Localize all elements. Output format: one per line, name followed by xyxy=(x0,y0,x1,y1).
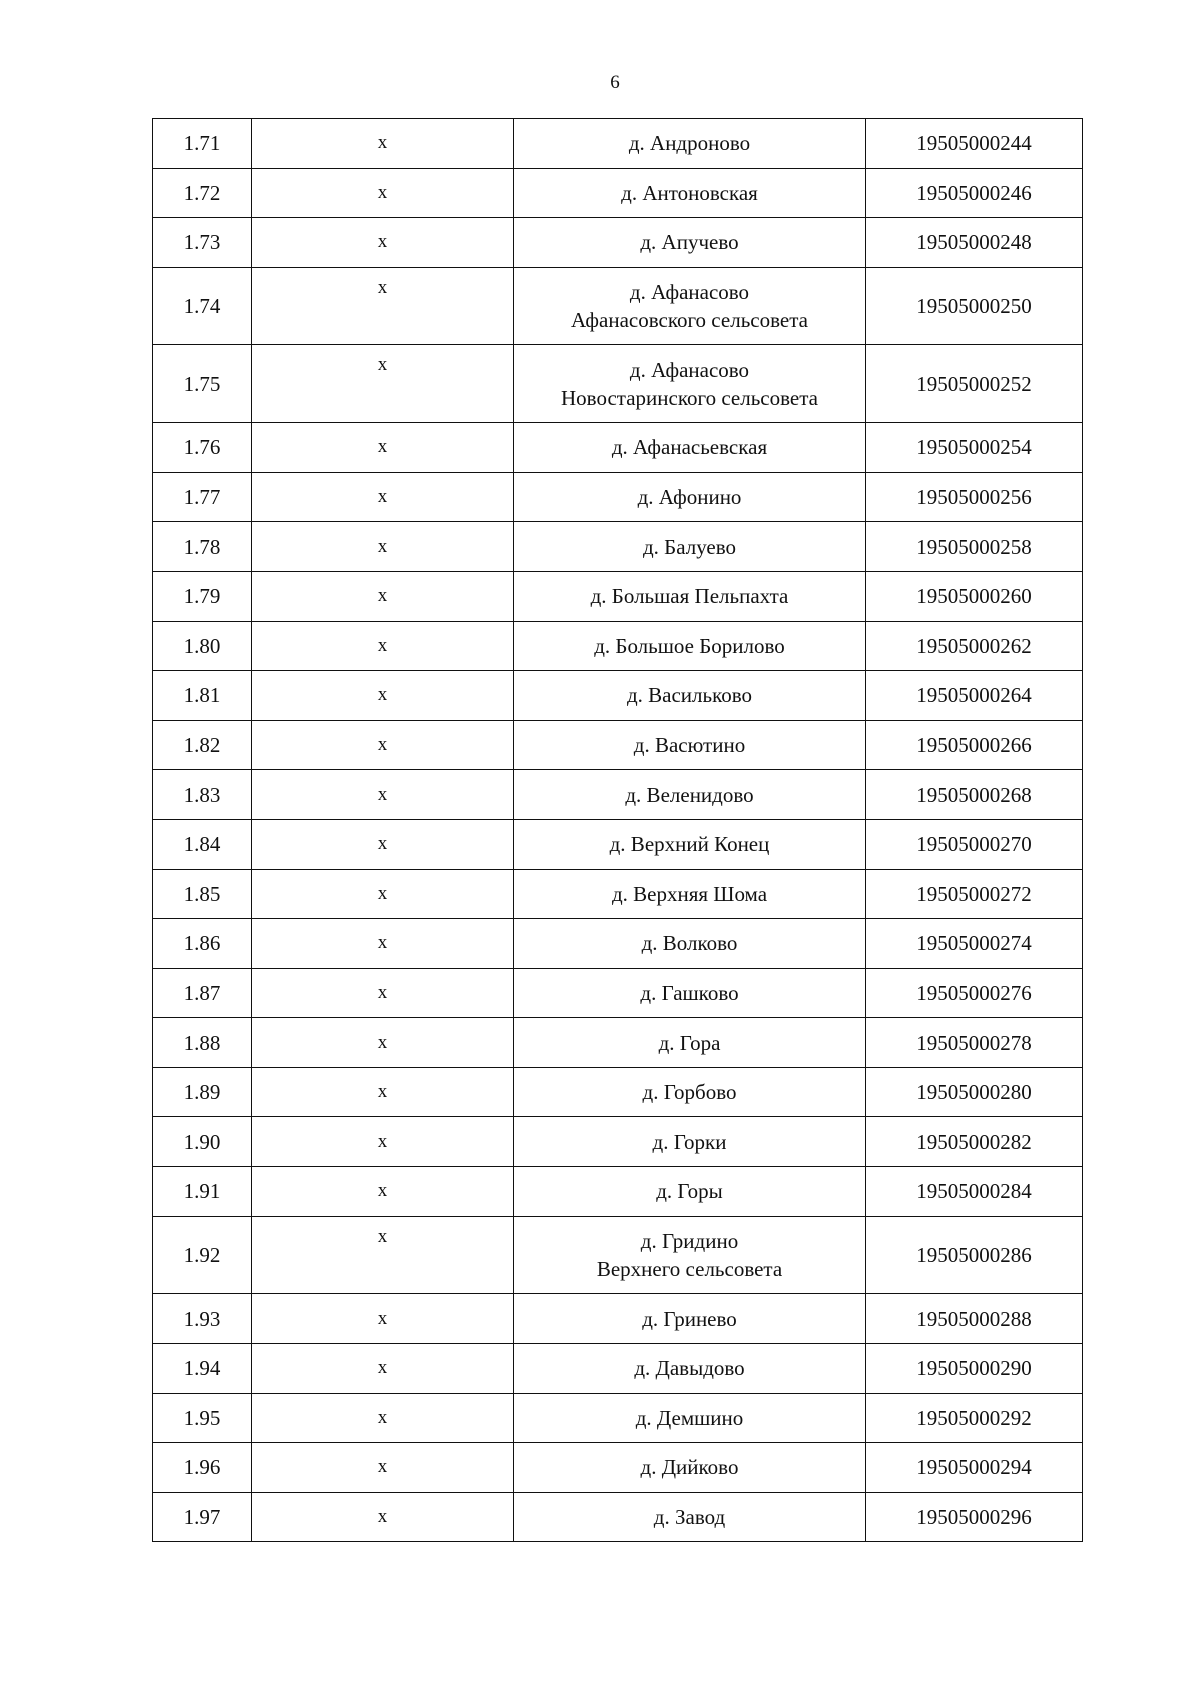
settlement-name-line: д. Давыдово xyxy=(634,1356,745,1381)
settlements-table xyxy=(152,118,1083,1542)
settlement-name-line: д. Афанасово xyxy=(629,357,750,382)
code-cell: 19505000280 xyxy=(866,1067,1083,1117)
table-row xyxy=(153,1492,1083,1542)
settlement-name-cell xyxy=(514,522,866,572)
row-number-cell: 1.79 xyxy=(153,571,252,621)
table-row xyxy=(153,218,1083,268)
table-row xyxy=(153,345,1083,423)
table-row xyxy=(153,621,1083,671)
table-row xyxy=(153,1216,1083,1294)
row-number-cell: 1.95 xyxy=(153,1393,252,1443)
mark-cell: х xyxy=(252,1018,514,1068)
table-row xyxy=(153,919,1083,969)
code-cell: 19505000294 xyxy=(866,1443,1083,1493)
settlement-name-line: д. Васютино xyxy=(633,733,746,758)
row-number-cell: 1.77 xyxy=(153,472,252,522)
settlement-name-cell xyxy=(514,770,866,820)
table-row xyxy=(153,720,1083,770)
settlement-name-cell xyxy=(514,869,866,919)
settlement-name-cell xyxy=(514,1067,866,1117)
settlement-name-cell xyxy=(514,267,866,345)
mark-cell: х xyxy=(252,119,514,169)
settlement-name-cell xyxy=(514,919,866,969)
settlement-name-line: д. Верхняя Шома xyxy=(611,881,768,906)
table-body xyxy=(153,119,1083,1542)
row-number-cell: 1.84 xyxy=(153,819,252,869)
mark-cell: х xyxy=(252,919,514,969)
table-row xyxy=(153,1393,1083,1443)
row-number-cell: 1.96 xyxy=(153,1443,252,1493)
mark-cell: х xyxy=(252,522,514,572)
settlement-name-line: Верхнего сельсовета xyxy=(596,1257,783,1281)
code-cell: 19505000258 xyxy=(866,522,1083,572)
mark-cell: х xyxy=(252,423,514,473)
mark-cell: х xyxy=(252,1216,514,1294)
code-cell: 19505000284 xyxy=(866,1167,1083,1217)
row-number-cell: 1.73 xyxy=(153,218,252,268)
settlement-name-line: д. Гашково xyxy=(640,980,739,1005)
table-row xyxy=(153,869,1083,919)
mark-cell: х xyxy=(252,1294,514,1344)
table-row xyxy=(153,168,1083,218)
table-row xyxy=(153,571,1083,621)
settlement-name-cell xyxy=(514,345,866,423)
settlement-name-cell xyxy=(514,119,866,169)
mark-cell: х xyxy=(252,472,514,522)
settlement-name-cell xyxy=(514,1443,866,1493)
settlement-name-line: д. Афонино xyxy=(637,485,742,510)
page-number: 6 xyxy=(610,72,620,93)
settlement-name-cell xyxy=(514,819,866,869)
settlement-name-line: д. Волково xyxy=(641,931,738,956)
code-cell: 19505000288 xyxy=(866,1294,1083,1344)
code-cell: 19505000260 xyxy=(866,571,1083,621)
code-cell: 19505000274 xyxy=(866,919,1083,969)
settlement-name-cell xyxy=(514,1018,866,1068)
code-cell: 19505000248 xyxy=(866,218,1083,268)
code-cell: 19505000282 xyxy=(866,1117,1083,1167)
mark-cell: х xyxy=(252,671,514,721)
code-cell: 19505000292 xyxy=(866,1393,1083,1443)
settlement-name-cell xyxy=(514,1492,866,1542)
row-number-cell: 1.86 xyxy=(153,919,252,969)
settlement-name-line: д. Верхний Конец xyxy=(609,832,770,857)
code-cell: 19505000290 xyxy=(866,1343,1083,1393)
settlement-name-line: д. Веленидово xyxy=(625,782,754,807)
settlement-name-cell xyxy=(514,720,866,770)
table-row xyxy=(153,770,1083,820)
settlement-name-line: д. Демшино xyxy=(635,1405,744,1430)
row-number-cell: 1.91 xyxy=(153,1167,252,1217)
settlement-name-line: д. Балуево xyxy=(642,534,737,559)
mark-cell: х xyxy=(252,621,514,671)
mark-cell: х xyxy=(252,819,514,869)
code-cell: 19505000244 xyxy=(866,119,1083,169)
code-cell: 19505000272 xyxy=(866,869,1083,919)
table-row xyxy=(153,472,1083,522)
settlement-name-line: д. Васильково xyxy=(626,683,753,708)
settlement-name-cell xyxy=(514,621,866,671)
settlement-name-cell xyxy=(514,1167,866,1217)
settlement-name-line: д. Большое Борилово xyxy=(594,633,785,658)
code-cell: 19505000250 xyxy=(866,267,1083,345)
code-cell: 19505000278 xyxy=(866,1018,1083,1068)
mark-cell: х xyxy=(252,168,514,218)
row-number-cell: 1.83 xyxy=(153,770,252,820)
code-cell: 19505000270 xyxy=(866,819,1083,869)
mark-cell: х xyxy=(252,968,514,1018)
settlement-name-cell xyxy=(514,671,866,721)
settlement-name-line: д. Афанасьевская xyxy=(611,435,768,460)
settlement-name-line: д. Большая Пельпахта xyxy=(590,584,789,609)
row-number-cell: 1.85 xyxy=(153,869,252,919)
row-number-cell: 1.92 xyxy=(153,1216,252,1294)
code-cell: 19505000256 xyxy=(866,472,1083,522)
mark-cell: х xyxy=(252,218,514,268)
mark-cell: х xyxy=(252,267,514,345)
row-number-cell: 1.81 xyxy=(153,671,252,721)
code-cell: 19505000286 xyxy=(866,1216,1083,1294)
settlement-name-line: д. Горы xyxy=(656,1179,723,1204)
row-number-cell: 1.89 xyxy=(153,1067,252,1117)
row-number-cell: 1.82 xyxy=(153,720,252,770)
code-cell: 19505000266 xyxy=(866,720,1083,770)
settlement-name-line: Афанасовского сельсовета xyxy=(571,308,808,333)
settlement-name-cell xyxy=(514,571,866,621)
code-cell: 19505000264 xyxy=(866,671,1083,721)
code-cell: 19505000252 xyxy=(866,345,1083,423)
table-row xyxy=(153,819,1083,869)
settlement-name-line: д. Гринево xyxy=(642,1306,737,1331)
settlement-name-cell xyxy=(514,218,866,268)
settlement-name-line: д. Гридино xyxy=(640,1229,739,1253)
table-row xyxy=(153,1443,1083,1493)
settlement-name-cell xyxy=(514,1393,866,1443)
settlement-name-cell xyxy=(514,1294,866,1344)
mark-cell: х xyxy=(252,1393,514,1443)
mark-cell: х xyxy=(252,1067,514,1117)
row-number-cell: 1.72 xyxy=(153,168,252,218)
mark-cell: х xyxy=(252,1492,514,1542)
mark-cell: х xyxy=(252,869,514,919)
row-number-cell: 1.97 xyxy=(153,1492,252,1542)
table-row xyxy=(153,119,1083,169)
settlement-name-line: д. Антоновская xyxy=(621,180,758,205)
table-row xyxy=(153,1018,1083,1068)
mark-cell: х xyxy=(252,571,514,621)
settlement-name-line: д. Гора xyxy=(658,1030,721,1055)
row-number-cell: 1.74 xyxy=(153,267,252,345)
table-row xyxy=(153,968,1083,1018)
row-number-cell: 1.93 xyxy=(153,1294,252,1344)
row-number-cell: 1.94 xyxy=(153,1343,252,1393)
row-number-cell: 1.87 xyxy=(153,968,252,1018)
settlement-name-cell xyxy=(514,472,866,522)
table-row xyxy=(153,267,1083,345)
code-cell: 19505000268 xyxy=(866,770,1083,820)
mark-cell: х xyxy=(252,1443,514,1493)
settlement-name-line: д. Афанасово xyxy=(629,280,750,305)
table-row xyxy=(153,1167,1083,1217)
table-row xyxy=(153,1294,1083,1344)
row-number-cell: 1.90 xyxy=(153,1117,252,1167)
code-cell: 19505000276 xyxy=(866,968,1083,1018)
mark-cell: х xyxy=(252,720,514,770)
table-row xyxy=(153,1343,1083,1393)
settlement-name-line: Новостаринского сельсовета xyxy=(561,385,818,410)
row-number-cell: 1.88 xyxy=(153,1018,252,1068)
table-row xyxy=(153,671,1083,721)
settlement-name-line: д. Горки xyxy=(652,1129,727,1154)
row-number-cell: 1.80 xyxy=(153,621,252,671)
table-row xyxy=(153,1117,1083,1167)
row-number-cell: 1.76 xyxy=(153,423,252,473)
settlement-name-cell xyxy=(514,1216,866,1294)
mark-cell: х xyxy=(252,1167,514,1217)
row-number-cell: 1.71 xyxy=(153,119,252,169)
settlement-name-cell xyxy=(514,168,866,218)
table-row xyxy=(153,423,1083,473)
table-row xyxy=(153,1067,1083,1117)
settlement-name-cell xyxy=(514,423,866,473)
settlement-name-line: д. Апучево xyxy=(640,230,739,255)
code-cell: 19505000262 xyxy=(866,621,1083,671)
code-cell: 19505000254 xyxy=(866,423,1083,473)
settlement-name-cell xyxy=(514,968,866,1018)
settlement-name-line: д. Завод xyxy=(653,1505,726,1530)
code-cell: 19505000246 xyxy=(866,168,1083,218)
mark-cell: х xyxy=(252,1117,514,1167)
mark-cell: х xyxy=(252,770,514,820)
mark-cell: х xyxy=(252,1343,514,1393)
settlement-name-line: д. Горбово xyxy=(642,1080,737,1105)
table-row xyxy=(153,522,1083,572)
code-cell: 19505000296 xyxy=(866,1492,1083,1542)
settlement-name-line: д. Андроново xyxy=(628,131,751,156)
mark-cell: х xyxy=(252,345,514,423)
row-number-cell: 1.78 xyxy=(153,522,252,572)
settlement-name-cell xyxy=(514,1117,866,1167)
row-number-cell: 1.75 xyxy=(153,345,252,423)
settlement-name-cell xyxy=(514,1343,866,1393)
settlement-name-line: д. Дийково xyxy=(640,1455,739,1480)
